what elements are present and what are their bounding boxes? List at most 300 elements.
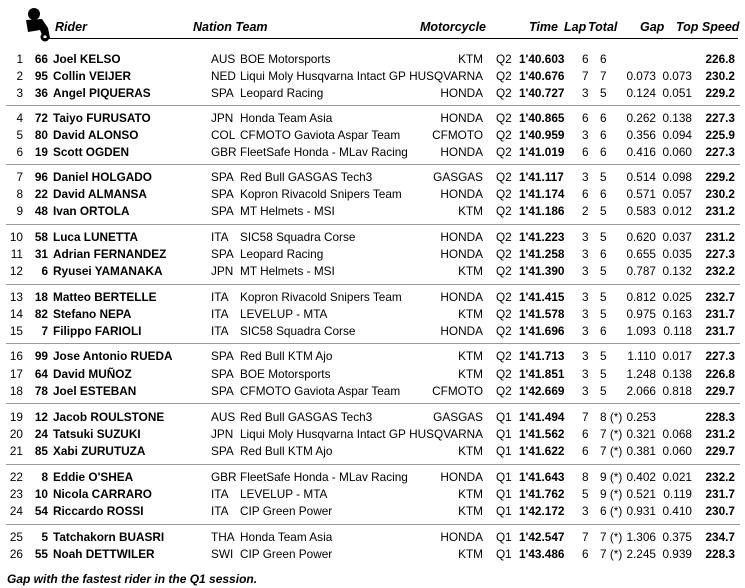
- lap-time: 1'41.851: [519, 367, 565, 381]
- team: CFMOTO Gaviota Aspar Team: [240, 384, 401, 398]
- rider-name: Ivan ORTOLA: [53, 204, 130, 218]
- top-speed: 227.3: [705, 145, 735, 159]
- rider-number: 99: [34, 349, 48, 363]
- motorcycle: HONDA: [440, 470, 483, 484]
- gap-previous: 0.138: [662, 111, 692, 125]
- position: 6: [16, 145, 23, 159]
- lap-time: 1'41.019: [519, 145, 565, 159]
- gap-previous: 0.060: [662, 145, 692, 159]
- rider-number: 24: [34, 427, 48, 441]
- motorcycle: HUSQVARNA: [409, 69, 483, 83]
- lap-time: 1'41.494: [519, 410, 565, 424]
- table-row: [0, 306, 745, 323]
- rider-name: Xabi ZURUTUZA: [53, 444, 146, 458]
- rider-number: 36: [34, 86, 48, 100]
- top-speed: 227.3: [705, 111, 735, 125]
- total-laps: 5: [600, 86, 607, 100]
- gap-previous: 0.051: [662, 86, 692, 100]
- session: Q2: [496, 86, 512, 100]
- table-row: [0, 229, 745, 246]
- gap-previous: 0.012: [662, 204, 692, 218]
- nation: JPN: [211, 264, 234, 278]
- nation: SPA: [211, 204, 234, 218]
- total-laps: 6: [600, 324, 607, 338]
- gap-previous: 0.037: [662, 230, 692, 244]
- rider-number: 7: [41, 324, 48, 338]
- group-divider: [6, 224, 740, 225]
- total-laps: 6: [600, 247, 607, 261]
- position: 2: [16, 69, 23, 83]
- total-laps: 5: [600, 367, 607, 381]
- group-divider: [6, 464, 740, 465]
- team: Red Bull GASGAS Tech3: [240, 410, 373, 424]
- group-divider: [6, 284, 740, 285]
- session: Q1: [496, 470, 512, 484]
- nation: GBR: [211, 470, 237, 484]
- session: Q2: [496, 324, 512, 338]
- gap-first: 1.248: [626, 367, 656, 381]
- nation: ITA: [211, 307, 229, 321]
- gap-previous: 0.098: [662, 170, 692, 184]
- nation: SPA: [211, 86, 234, 100]
- header-rule: [44, 38, 738, 39]
- nation: SPA: [211, 349, 234, 363]
- team: CIP Green Power: [240, 504, 333, 518]
- top-speed: 229.2: [705, 86, 735, 100]
- total-laps: 8 (*): [600, 410, 623, 424]
- top-speed: 229.7: [705, 444, 735, 458]
- session: Q2: [496, 367, 512, 381]
- total-laps: 5: [600, 230, 607, 244]
- total-laps: 6 (*): [600, 504, 623, 518]
- position: 26: [9, 547, 23, 561]
- top-speed: 231.7: [705, 324, 735, 338]
- motorcycle: KTM: [458, 204, 483, 218]
- best-lap: 6: [582, 444, 589, 458]
- table-row: [0, 68, 745, 85]
- rider-number: 82: [34, 307, 48, 321]
- motorcycle: GASGAS: [433, 170, 483, 184]
- team: Leopard Racing: [240, 247, 324, 261]
- group-divider: [6, 403, 740, 404]
- best-lap: 3: [582, 367, 589, 381]
- best-lap: 3: [582, 230, 589, 244]
- top-speed: 227.3: [705, 247, 735, 261]
- team: Liqui Moly Husqvarna Intact GP: [240, 69, 406, 83]
- motorcycle: HONDA: [440, 230, 483, 244]
- col-nation-team: Nation Team: [193, 20, 268, 34]
- gap-first: 1.093: [626, 324, 656, 338]
- position: 22: [9, 470, 23, 484]
- table-row: [0, 366, 745, 383]
- motorcycle: CFMOTO: [432, 128, 483, 142]
- nation: JPN: [211, 111, 234, 125]
- session: Q1: [496, 547, 512, 561]
- team: MT Helmets - MSI: [240, 204, 335, 218]
- position: 23: [9, 487, 23, 501]
- best-lap: 3: [582, 247, 589, 261]
- motorcycle: GASGAS: [433, 410, 483, 424]
- team: SIC58 Squadra Corse: [240, 324, 356, 338]
- rider-name: Stefano NEPA: [53, 307, 132, 321]
- team: CIP Green Power: [240, 547, 333, 561]
- best-lap: 5: [582, 487, 589, 501]
- col-time: Time: [529, 20, 558, 34]
- best-lap: 3: [582, 324, 589, 338]
- rider-number: 12: [34, 410, 48, 424]
- position: 7: [16, 170, 23, 184]
- group-divider: [6, 164, 740, 165]
- lap-time: 1'41.223: [519, 230, 565, 244]
- top-speed: 234.7: [705, 530, 735, 544]
- position: 11: [10, 247, 23, 261]
- session: Q2: [496, 230, 512, 244]
- lap-time: 1'41.762: [519, 487, 565, 501]
- motorcycle: HONDA: [440, 111, 483, 125]
- gap-first: 0.402: [626, 470, 656, 484]
- rider-number: 5: [41, 530, 48, 544]
- nation: SWI: [211, 547, 234, 561]
- gap-first: 0.812: [626, 290, 656, 304]
- table-row: [0, 289, 745, 306]
- rider-number: 19: [34, 145, 48, 159]
- gap-first: 0.514: [626, 170, 656, 184]
- motorcycle: HONDA: [440, 86, 483, 100]
- rider-name: Noah DETTWILER: [53, 547, 155, 561]
- rider-name: Tatchakorn BUASRI: [53, 530, 165, 544]
- total-laps: 5: [600, 290, 607, 304]
- table-row: [0, 383, 745, 400]
- lap-time: 1'40.727: [519, 86, 565, 100]
- lap-time: 1'41.186: [519, 204, 565, 218]
- rider-name: Filippo FARIOLI: [53, 324, 142, 338]
- position: 24: [9, 504, 23, 518]
- gap-first: 2.245: [626, 547, 656, 561]
- nation: SPA: [211, 170, 234, 184]
- session: Q2: [496, 128, 512, 142]
- table-row: [0, 503, 745, 520]
- gap-previous: 0.119: [663, 487, 692, 501]
- team: CFMOTO Gaviota Aspar Team: [240, 128, 401, 142]
- gap-first: 0.655: [626, 247, 656, 261]
- motorcycle: KTM: [458, 504, 483, 518]
- total-laps: 7 (*): [600, 427, 623, 441]
- nation: SPA: [211, 367, 234, 381]
- session: Q2: [496, 187, 512, 201]
- nation: THA: [211, 530, 235, 544]
- top-speed: 228.3: [705, 547, 735, 561]
- motorcycle: HONDA: [440, 187, 483, 201]
- footnote: Gap with the fastest rider in the Q1 session.: [7, 572, 258, 586]
- lap-time: 1'41.643: [519, 470, 565, 484]
- session: Q2: [496, 307, 512, 321]
- table-row: [0, 443, 745, 460]
- motorcycle: KTM: [458, 367, 483, 381]
- gap-first: 1.110: [627, 349, 656, 363]
- session: Q1: [496, 487, 512, 501]
- position: 21: [9, 444, 23, 458]
- total-laps: 9 (*): [600, 470, 623, 484]
- gap-previous: 0.163: [662, 307, 692, 321]
- total-laps: 5: [600, 384, 607, 398]
- rider-name: Adrian FERNANDEZ: [53, 247, 167, 261]
- table-row: [0, 409, 745, 426]
- table-row: [0, 144, 745, 161]
- position: 14: [9, 307, 23, 321]
- top-speed: 228.3: [705, 410, 735, 424]
- lap-time: 1'41.415: [519, 290, 565, 304]
- session: Q1: [496, 504, 512, 518]
- nation: SPA: [211, 384, 234, 398]
- position: 18: [9, 384, 23, 398]
- rider-number: 72: [34, 111, 48, 125]
- position: 9: [16, 204, 23, 218]
- col-lap: Lap: [564, 20, 587, 34]
- rider-number: 6: [41, 264, 48, 278]
- session: Q2: [496, 145, 512, 159]
- table-row: [0, 263, 745, 280]
- rider-name: Nicola CARRARO: [53, 487, 152, 501]
- table-row: [0, 529, 745, 546]
- rider-number: 66: [34, 52, 48, 66]
- top-speed: 231.7: [705, 307, 735, 321]
- gap-first: 0.381: [626, 444, 656, 458]
- motorcycle: KTM: [458, 444, 483, 458]
- team: MT Helmets - MSI: [240, 264, 335, 278]
- motorcycle: HONDA: [440, 324, 483, 338]
- motorcycle: HUSQVARNA: [409, 427, 483, 441]
- session: Q1: [496, 427, 512, 441]
- gap-previous: 0.094: [662, 128, 692, 142]
- team: LEVELUP - MTA: [240, 307, 328, 321]
- table-row: [0, 169, 745, 186]
- rider-name: Jacob ROULSTONE: [53, 410, 165, 424]
- gap-first: 0.356: [626, 128, 656, 142]
- rider-number: 78: [34, 384, 48, 398]
- total-laps: 5: [600, 170, 607, 184]
- lap-time: 1'40.603: [519, 52, 565, 66]
- col-gap: Gap: [640, 20, 665, 34]
- best-lap: 7: [582, 69, 589, 83]
- top-speed: 230.2: [705, 187, 735, 201]
- total-laps: 7: [600, 69, 607, 83]
- session: Q2: [496, 170, 512, 184]
- best-lap: 6: [582, 145, 589, 159]
- position: 20: [9, 427, 23, 441]
- lap-time: 1'41.117: [519, 170, 564, 184]
- best-lap: 3: [582, 170, 589, 184]
- session: Q1: [496, 444, 512, 458]
- session: Q2: [496, 111, 512, 125]
- nation: SPA: [211, 444, 234, 458]
- gap-first: 0.124: [626, 86, 656, 100]
- gap-first: 0.253: [626, 410, 656, 424]
- rider-name: Angel PIQUERAS: [53, 86, 151, 100]
- nation: JPN: [211, 427, 234, 441]
- gap-previous: 0.410: [662, 504, 692, 518]
- nation: AUS: [211, 410, 236, 424]
- best-lap: 8: [582, 470, 589, 484]
- rider-number: 64: [34, 367, 48, 381]
- team: BOE Motorsports: [240, 367, 331, 381]
- team: LEVELUP - MTA: [240, 487, 328, 501]
- motorcycle: KTM: [458, 264, 483, 278]
- total-laps: 5: [600, 307, 607, 321]
- rider-number: 22: [34, 187, 48, 201]
- total-laps: 5: [600, 349, 607, 363]
- best-lap: 7: [582, 530, 589, 544]
- team: Red Bull KTM Ajo: [240, 349, 333, 363]
- session: Q1: [496, 530, 512, 544]
- rider-number: 8: [41, 470, 48, 484]
- col-motorcycle: Motorcycle: [420, 20, 486, 34]
- team: Honda Team Asia: [240, 530, 333, 544]
- total-laps: 5: [600, 264, 607, 278]
- rider-number: 55: [34, 547, 48, 561]
- top-speed: 232.2: [705, 470, 735, 484]
- col-rider: Rider: [55, 20, 87, 34]
- team: Liqui Moly Husqvarna Intact GP: [240, 427, 406, 441]
- best-lap: 3: [582, 307, 589, 321]
- table-row: [0, 85, 745, 102]
- session: Q2: [496, 264, 512, 278]
- gap-previous: 0.073: [662, 69, 692, 83]
- top-speed: 231.2: [705, 230, 735, 244]
- group-divider: [6, 343, 740, 344]
- lap-time: 1'41.622: [519, 444, 565, 458]
- rider-name: David MUÑOZ: [53, 367, 132, 381]
- session: Q2: [496, 69, 512, 83]
- top-speed: 226.8: [705, 52, 735, 66]
- table-row: [0, 110, 745, 127]
- rider-number: 18: [34, 290, 48, 304]
- gap-first: 0.416: [626, 145, 656, 159]
- gap-first: 0.262: [626, 111, 656, 125]
- best-lap: 3: [582, 384, 589, 398]
- rider-name: Ryusei YAMANAKA: [53, 264, 163, 278]
- team: FleetSafe Honda - MLav Racing: [240, 470, 408, 484]
- lap-time: 1'41.696: [519, 324, 565, 338]
- gap-first: 0.787: [626, 264, 656, 278]
- total-laps: 6: [600, 187, 607, 201]
- table-row: [0, 546, 745, 563]
- best-lap: 2: [582, 204, 589, 218]
- nation: ITA: [211, 324, 229, 338]
- gap-first: 0.931: [626, 504, 656, 518]
- motorcycle: KTM: [458, 52, 483, 66]
- gap-previous: 0.025: [662, 290, 692, 304]
- rider-name: Collin VEIJER: [53, 69, 132, 83]
- group-divider: [6, 524, 740, 525]
- session: Q2: [496, 204, 512, 218]
- nation: GBR: [211, 145, 237, 159]
- motorcycle: HONDA: [440, 145, 483, 159]
- table-row: [0, 426, 745, 443]
- session: Q1: [496, 410, 512, 424]
- lap-time: 1'41.713: [519, 349, 565, 363]
- team: Leopard Racing: [240, 86, 324, 100]
- lap-time: 1'41.562: [519, 427, 565, 441]
- nation: ITA: [211, 504, 229, 518]
- top-speed: 227.3: [705, 349, 735, 363]
- position: 15: [9, 324, 23, 338]
- best-lap: 6: [582, 427, 589, 441]
- table-row: [0, 246, 745, 263]
- best-lap: 3: [582, 504, 589, 518]
- gap-previous: 0.138: [662, 367, 692, 381]
- session: Q2: [496, 384, 512, 398]
- rider-name: Matteo BERTELLE: [53, 290, 157, 304]
- total-laps: 6: [600, 128, 607, 142]
- nation: AUS: [211, 52, 236, 66]
- rider-name: Luca LUNETTA: [53, 230, 138, 244]
- gap-previous: 0.017: [662, 349, 692, 363]
- team: Red Bull KTM Ajo: [240, 444, 333, 458]
- team: FleetSafe Honda - MLav Racing: [240, 145, 408, 159]
- motorcycle-rider-icon: [20, 6, 54, 42]
- rider-name: Eddie O'SHEA: [53, 470, 134, 484]
- motorcycle: KTM: [458, 547, 483, 561]
- total-laps: 7 (*): [600, 444, 623, 458]
- lap-time: 1'40.959: [519, 128, 565, 142]
- gap-first: 0.975: [626, 307, 656, 321]
- gap-first: 0.571: [626, 187, 656, 201]
- team: SIC58 Squadra Corse: [240, 230, 356, 244]
- position: 13: [9, 290, 23, 304]
- col-total: Total: [588, 20, 618, 34]
- lap-time: 1'42.669: [519, 384, 565, 398]
- gap-previous: 0.057: [662, 187, 692, 201]
- nation: SPA: [211, 247, 234, 261]
- lap-time: 1'41.258: [519, 247, 565, 261]
- gap-first: 0.521: [626, 487, 656, 501]
- table-header: [0, 0, 745, 44]
- session: Q2: [496, 52, 512, 66]
- rider-name: Daniel HOLGADO: [53, 170, 152, 184]
- top-speed: 232.7: [705, 290, 735, 304]
- best-lap: 6: [582, 52, 589, 66]
- position: 8: [16, 187, 23, 201]
- gap-first: 0.321: [626, 427, 656, 441]
- position: 19: [9, 410, 23, 424]
- motorcycle: KTM: [458, 307, 483, 321]
- team: Kopron Rivacold Snipers Team: [240, 290, 402, 304]
- nation: ITA: [211, 290, 229, 304]
- motorcycle: KTM: [458, 487, 483, 501]
- position: 12: [9, 264, 23, 278]
- top-speed: 229.2: [705, 170, 735, 184]
- rider-name: Jose Antonio RUEDA: [53, 349, 173, 363]
- total-laps: 5: [600, 204, 607, 218]
- top-speed: 225.9: [705, 128, 735, 142]
- lap-time: 1'41.578: [519, 307, 565, 321]
- position: 4: [16, 111, 23, 125]
- rider-name: Taiyo FURUSATO: [53, 111, 151, 125]
- table-row: [0, 203, 745, 220]
- best-lap: 3: [582, 290, 589, 304]
- position: 10: [9, 230, 23, 244]
- gap-previous: 0.021: [662, 470, 692, 484]
- gap-first: 0.620: [626, 230, 656, 244]
- top-speed: 231.2: [705, 427, 735, 441]
- total-laps: 6: [600, 111, 607, 125]
- lap-time: 1'43.486: [519, 547, 565, 561]
- session: Q2: [496, 247, 512, 261]
- table-row: [0, 51, 745, 68]
- motorcycle: HONDA: [440, 290, 483, 304]
- position: 16: [9, 349, 23, 363]
- position: 25: [9, 530, 23, 544]
